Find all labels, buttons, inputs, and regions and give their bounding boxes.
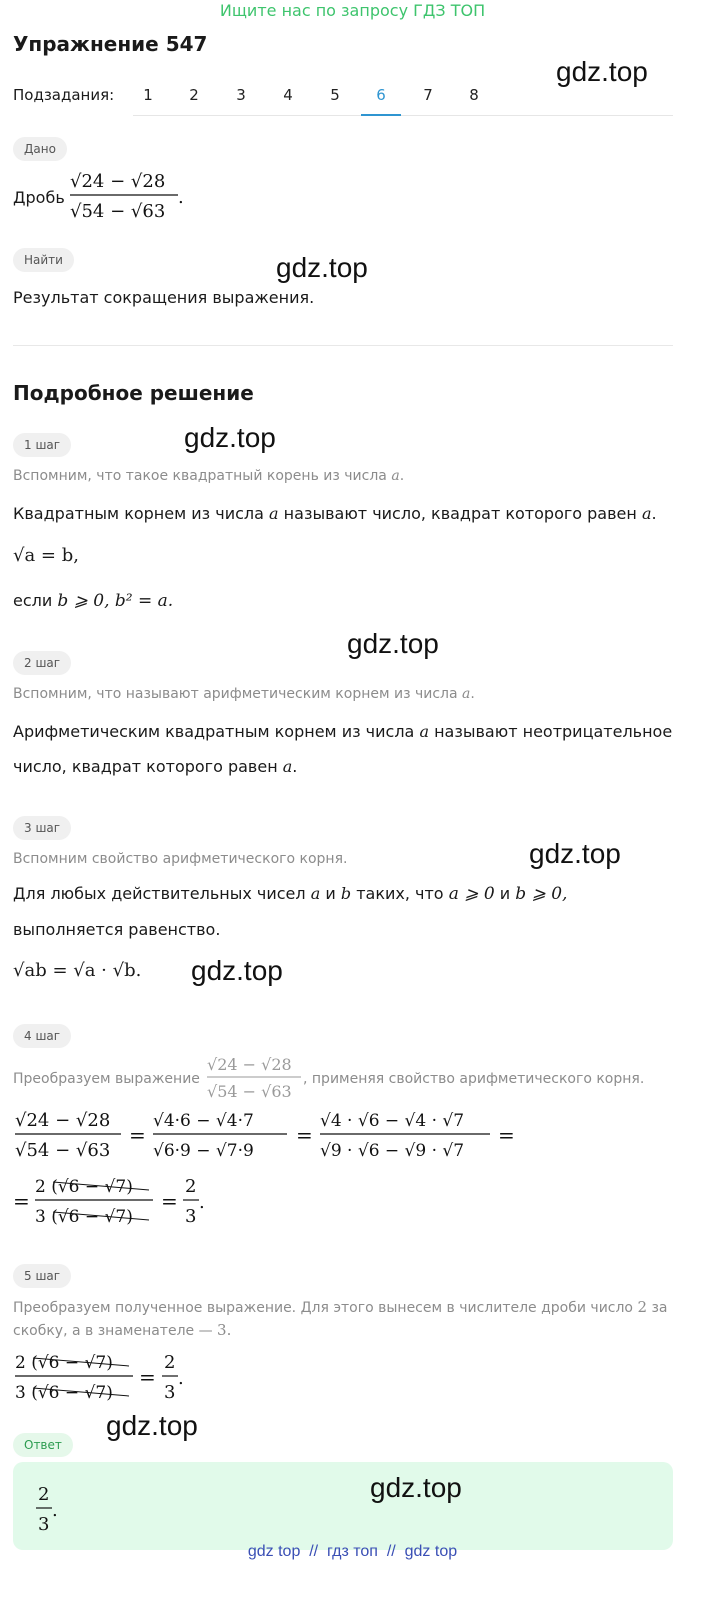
- divider: [13, 345, 673, 346]
- tab-subtask-4[interactable]: 4: [283, 86, 293, 104]
- step-4-f3-denominator: √9 · √6 − √9 · √7: [320, 1141, 465, 1161]
- tab-subtask-1[interactable]: 1: [143, 86, 153, 104]
- find-pill: Найти: [13, 248, 74, 272]
- step-3-text-line2: выполняется равенство.: [13, 920, 221, 939]
- answer-fraction: [36, 1480, 76, 1536]
- svg-text:3: 3: [164, 1382, 176, 1403]
- step-2-text-line1: Арифметическим квадратным корнем из числа a называют неотрицательное: [13, 722, 673, 741]
- step-2-hint: Вспомним, что называют арифметическим корнем из числа a.: [13, 686, 475, 702]
- watermark: gdz.top: [556, 56, 648, 87]
- tab-subtask-5[interactable]: 5: [330, 86, 340, 104]
- tab-subtask-8[interactable]: 8: [469, 86, 479, 104]
- step-4-hint-fraction: [205, 1052, 305, 1104]
- search-banner[interactable]: Ищите нас по запросу ГДЗ ТОП: [219, 1, 486, 20]
- step-3-pill: 3 шаг: [13, 816, 71, 840]
- svg-text:.: .: [199, 1192, 205, 1213]
- watermark: gdz.top: [347, 628, 439, 659]
- step-4-formula-line2: [13, 1170, 253, 1232]
- tab-subtask-6[interactable]: 6: [361, 78, 401, 116]
- svg-text:=: =: [498, 1123, 515, 1147]
- tab-subtask-3[interactable]: 3: [236, 86, 246, 104]
- step-3-text-line1: Для любых действительных чисел a и b таких, что a ⩾ 0 и b ⩾ 0,: [13, 884, 568, 904]
- watermark: gdz.top: [191, 955, 283, 986]
- step-1-condition: если b ⩾ 0, b² = a.: [13, 591, 174, 611]
- step-1-hint: Вспомним, что такое квадратный корень из числа a.: [13, 468, 405, 484]
- step-5-hint-line1: Преобразуем полученное выражение. Для этого вынесем в числителе дроби число 2 за: [13, 1298, 668, 1316]
- step-4-f1-denominator: √54 − √63: [15, 1140, 111, 1161]
- given-pill: Дано: [13, 137, 67, 161]
- watermark: gdz.top: [106, 1410, 198, 1441]
- svg-text:=: =: [129, 1123, 146, 1147]
- svg-text:=: =: [139, 1365, 156, 1389]
- tab-subtask-7[interactable]: 7: [423, 86, 433, 104]
- step-4-r-denominator: 3 (√6 − √7): [35, 1207, 133, 1227]
- step-4-hint-fraction-denominator: √54 − √63: [207, 1082, 292, 1101]
- answer-denominator: 3: [38, 1514, 50, 1535]
- svg-text:=: =: [13, 1189, 30, 1213]
- step-4-f2-numerator: √4·6 − √4·7: [153, 1111, 254, 1131]
- step-1-formula: √a = b,: [13, 545, 79, 566]
- watermark: gdz.top: [276, 252, 368, 283]
- page-title: Упражнение 547: [13, 32, 208, 56]
- svg-text:=: =: [161, 1189, 178, 1213]
- watermark: gdz.top: [370, 1472, 462, 1503]
- step-5-pill: 5 шаг: [13, 1264, 71, 1288]
- tab-subtask-2[interactable]: 2: [189, 86, 199, 104]
- step-4-r-numerator: 2 (√6 − √7): [35, 1177, 133, 1197]
- footer-links[interactable]: gdz top // гдз топ // gdz top: [247, 1543, 458, 1560]
- step-4-hint-b: , применяя свойство арифметического корня.: [303, 1071, 645, 1087]
- svg-text:=: =: [296, 1123, 313, 1147]
- step-4-pill: 4 шаг: [13, 1024, 71, 1048]
- subtasks-label: Подзадания:: [13, 86, 115, 104]
- find-text: Результат сокращения выражения.: [13, 288, 315, 307]
- step-5-hint-line2: скобку, а в знаменателе — 3.: [13, 1321, 232, 1339]
- answer-pill: Ответ: [13, 1433, 73, 1457]
- step-4-hint-a: Преобразуем выражение: [13, 1071, 200, 1087]
- answer-numerator: 2: [38, 1484, 50, 1505]
- answer-box: [13, 1462, 673, 1550]
- given-fraction-numerator: √24 − √28: [70, 171, 166, 192]
- step-4-formula-line1: [13, 1104, 533, 1164]
- solution-title: Подробное решение: [13, 381, 254, 405]
- step-5-r-numerator: 2 (√6 − √7): [15, 1353, 113, 1373]
- step-5-formula: [13, 1346, 233, 1408]
- given-text-prefix: Дробь: [13, 188, 65, 207]
- step-2-pill: 2 шаг: [13, 651, 71, 675]
- step-4-f1-numerator: √24 − √28: [15, 1110, 111, 1131]
- step-5-r-denominator: 3 (√6 − √7): [15, 1383, 113, 1403]
- step-4-f3-numerator: √4 · √6 − √4 · √7: [320, 1111, 465, 1131]
- step-2-text-line2: число, квадрат которого равен a.: [13, 757, 298, 776]
- step-3-hint: Вспомним свойство арифметического корня.: [13, 851, 348, 867]
- svg-text:.: .: [178, 187, 184, 208]
- svg-text:2: 2: [164, 1352, 176, 1373]
- step-4-hint-fraction-numerator: √24 − √28: [207, 1055, 292, 1074]
- step-4-f2-denominator: √6·9 − √7·9: [153, 1141, 254, 1161]
- step-3-formula: √ab = √a · √b.: [13, 960, 142, 981]
- step-1-pill: 1 шаг: [13, 433, 71, 457]
- svg-text:.: .: [178, 1368, 184, 1389]
- svg-text:.: .: [52, 1500, 58, 1521]
- watermark: gdz.top: [529, 838, 621, 869]
- svg-text:2: 2: [185, 1176, 197, 1197]
- given-fraction: [70, 167, 190, 227]
- svg-text:3: 3: [185, 1206, 197, 1227]
- step-1-text: Квадратным корнем из числа a называют число, квадрат которого равен a.: [13, 504, 657, 523]
- watermark: gdz.top: [184, 422, 276, 453]
- given-fraction-denominator: √54 − √63: [70, 201, 166, 222]
